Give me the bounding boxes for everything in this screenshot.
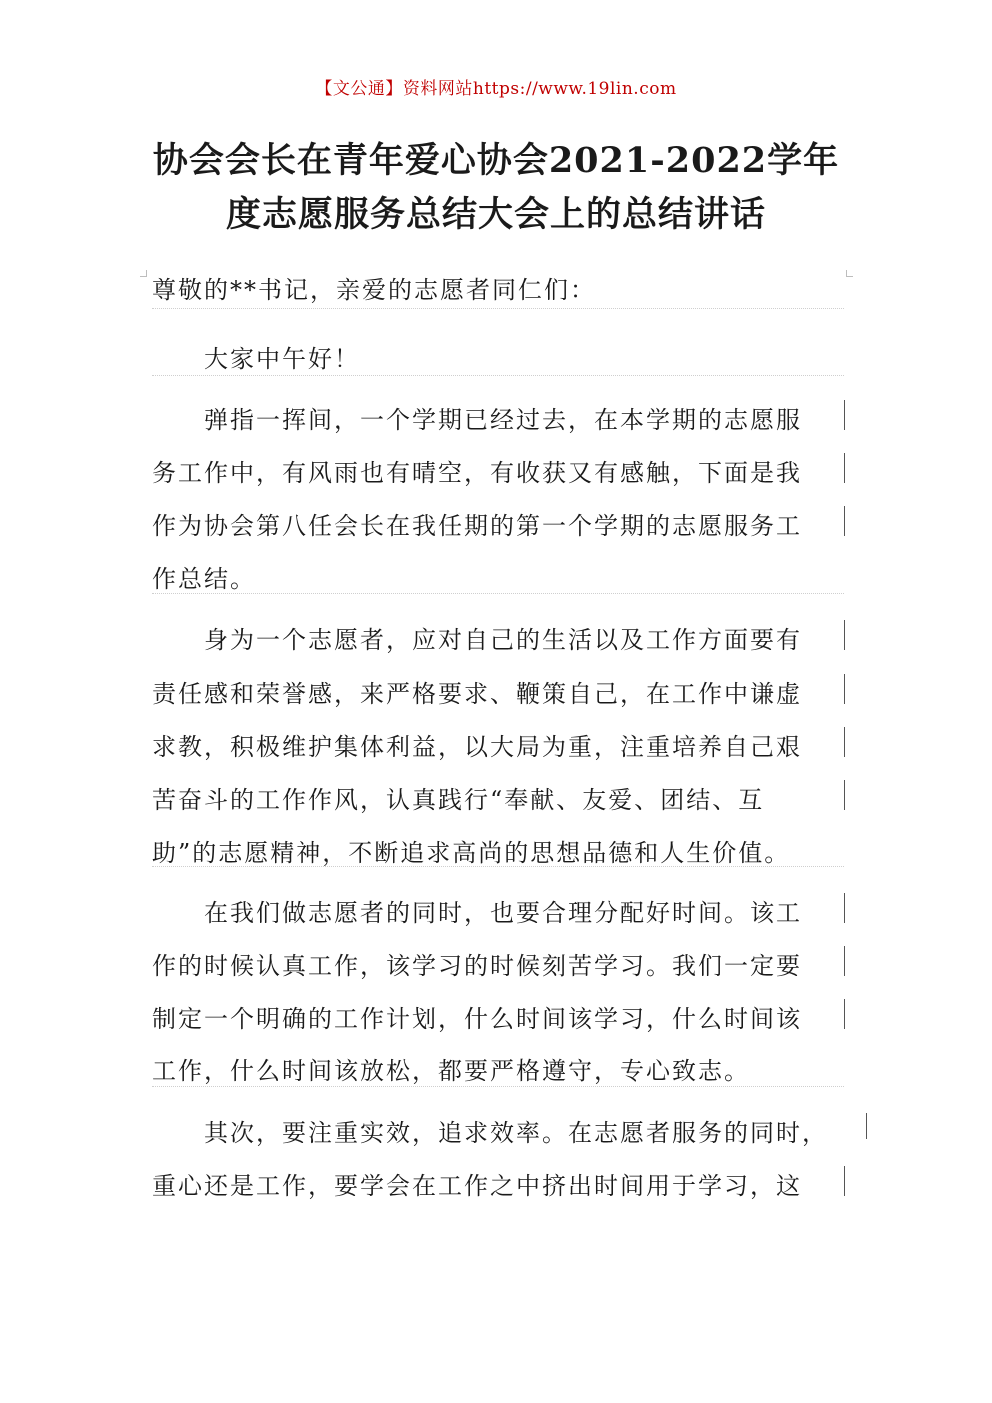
- title-line-1: 协会会长在青年爱心协会2021-2022学年: [152, 140, 840, 181]
- paragraph-2-line-3: 求教，积极维护集体利益，以大局为重，注重培养自己艰: [152, 733, 802, 761]
- paragraph-separator: [152, 866, 844, 867]
- document-title: [120, 134, 872, 242]
- margin-bar: [844, 674, 845, 704]
- paragraph-1-line-3: 作为协会第八任会长在我任期的第一个学期的志愿服务工: [152, 512, 802, 540]
- header-source-link[interactable]: 【文公通】资料网站https://www.19lin.com: [315, 79, 677, 99]
- margin-bar: [844, 946, 845, 976]
- crop-mark-top-left: [140, 270, 147, 277]
- title-line-2: 度志愿服务总结大会上的总结讲话: [225, 194, 766, 235]
- paragraph-1-line-4: 作总结。: [152, 565, 256, 593]
- paragraph-1-line-1: 弹指一挥间，一个学期已经过去，在本学期的志愿服: [204, 406, 802, 434]
- margin-bar: [844, 400, 845, 430]
- margin-bar: [844, 727, 845, 757]
- margin-bar: [844, 999, 845, 1029]
- margin-bar: [844, 893, 845, 923]
- paragraph-separator: [152, 308, 844, 309]
- margin-bar: [844, 780, 845, 810]
- margin-bar: [844, 453, 845, 483]
- margin-bar: [844, 506, 845, 536]
- paragraph-3-line-2: 作的时候认真工作，该学习的时候刻苦学习。我们一定要: [152, 952, 802, 980]
- margin-bar: [844, 620, 845, 650]
- paragraph-separator: [152, 593, 844, 594]
- paragraph-3-line-3: 制定一个明确的工作计划，什么时间该学习，什么时间该: [152, 1005, 802, 1033]
- paragraph-3-line-1: 在我们做志愿者的同时，也要合理分配好时间。该工: [204, 899, 802, 927]
- salutation: 尊敬的**书记，亲爱的志愿者同仁们：: [152, 276, 596, 304]
- paragraph-3-line-4: 工作，什么时间该放松，都要严格遵守，专心致志。: [152, 1057, 750, 1085]
- paragraph-2-line-2: 责任感和荣誉感，来严格要求、鞭策自己，在工作中谦虚: [152, 680, 802, 708]
- paragraph-separator: [152, 375, 844, 376]
- paragraph-separator: [152, 1086, 844, 1087]
- margin-bar: [866, 1113, 867, 1139]
- paragraph-4-line-2: 重心还是工作，要学会在工作之中挤出时间用于学习，这: [152, 1172, 802, 1200]
- paragraph-2-line-1: 身为一个志愿者，应对自己的生活以及工作方面要有: [204, 626, 802, 654]
- paragraph-1-line-2: 务工作中，有风雨也有晴空，有收获又有感触，下面是我: [152, 459, 802, 487]
- paragraph-4-line-1: 其次，要注重实效，追求效率。在志愿者服务的同时，: [204, 1119, 828, 1147]
- paragraph-2-line-5: 助”的志愿精神，不断追求高尚的思想品德和人生价值。: [152, 839, 791, 867]
- margin-bar: [844, 1166, 845, 1196]
- greeting: 大家中午好！: [204, 345, 360, 373]
- paragraph-2-line-4: 苦奋斗的工作作风，认真践行“奉献、友爱、团结、互: [152, 786, 765, 814]
